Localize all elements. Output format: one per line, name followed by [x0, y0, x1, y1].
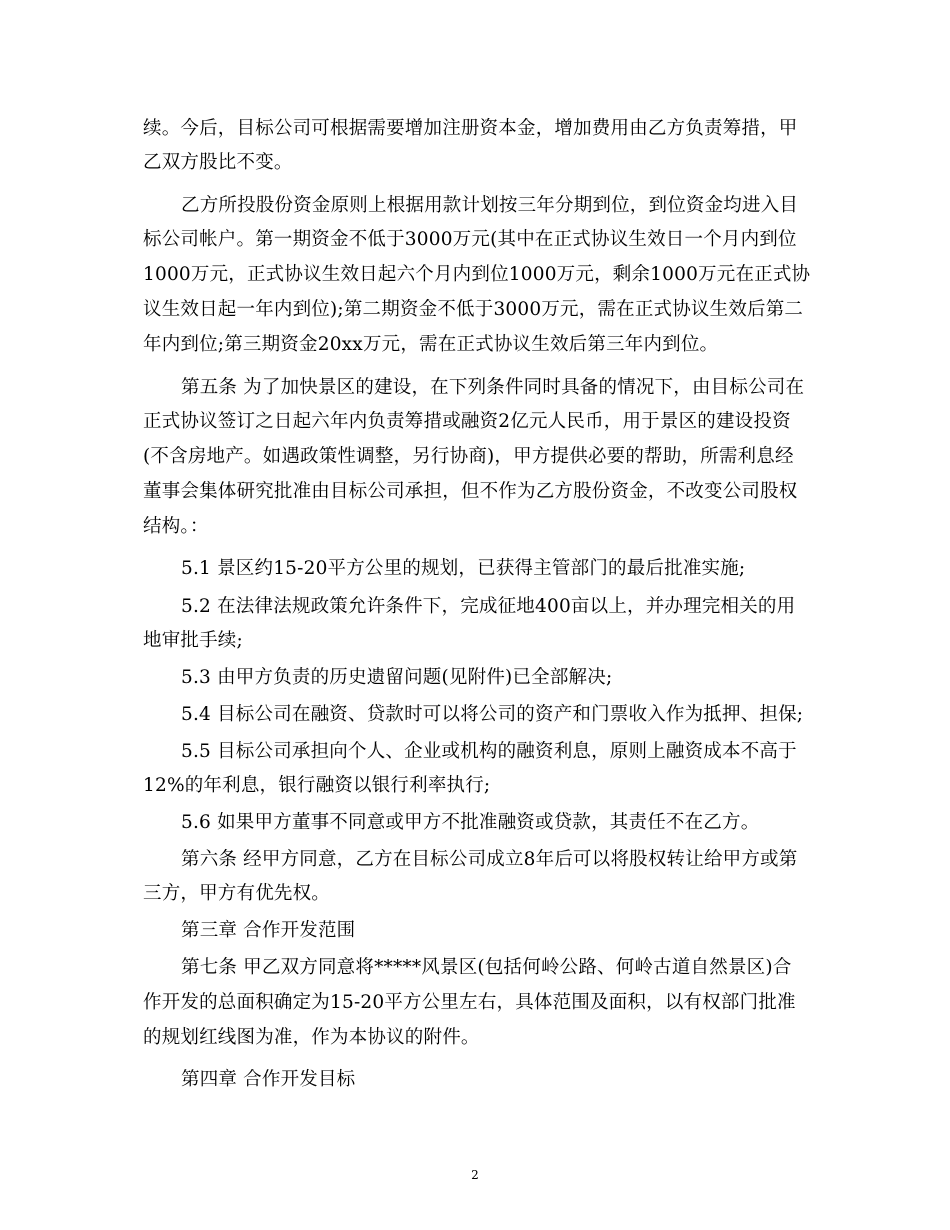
text-line: 第六条 经甲方同意，乙方在目标公司成立8年后可以将股权转让给甲方或第	[181, 849, 798, 870]
text-line: 第三章 合作开发范围	[181, 920, 356, 941]
text-line: 5.6 如果甲方董事不同意或甲方不批准融资或贷款，其责任不在乙方。	[181, 812, 760, 833]
text-line: 5.2 在法律法规政策允许条件下，完成征地400亩以上，并办理完相关的用	[181, 596, 796, 617]
page-number: 2	[471, 1168, 479, 1182]
text-line: 作开发的总面积确定为15-20平方公里左右，具体范围及面积，以有权部门批准	[143, 992, 796, 1013]
text-line: 正式协议签订之日起六年内负责筹措或融资2亿元人民币，用于景区的建设投资	[143, 411, 791, 432]
text-line: 乙方所投股份资金原则上根据用款计划按三年分期到位，到位资金均进入目	[181, 195, 799, 216]
text-line: 年内到位;第三期资金20xx万元，需在正式协议生效后第三年内到位。	[143, 334, 719, 355]
text-line: 议生效日起一年内到位);第二期资金不低于3000万元，需在正式协议生效后第二	[143, 299, 804, 320]
text-line: 5.3 由甲方负责的历史遗留问题(见附件)已全部解决;	[181, 667, 613, 688]
text-line: 三方，甲方有优先权。	[143, 883, 331, 904]
text-line: 第七条 甲乙双方同意将*****风景区(包括何岭公路、何岭古道自然景区)合	[181, 957, 792, 978]
text-line: 5.5 目标公司承担向个人、企业或机构的融资利息，原则上融资成本不高于	[181, 741, 797, 762]
text-line: 1000万元，正式协议生效日起六个月内到位1000万元，剩余1000万元在正式协	[143, 264, 811, 285]
text-line: 12%的年利息，银行融资以银行利率执行;	[143, 775, 491, 796]
text-line: 续。今后，目标公司可根据需要增加注册资本金，增加费用由乙方负责筹措，甲	[143, 118, 798, 139]
text-line: 乙双方股比不变。	[143, 152, 293, 173]
text-line: 第五条 为了加快景区的建设，在下列条件同时具备的情况下，由目标公司在	[181, 377, 805, 398]
text-line: 5.1 景区约15-20平方公里的规划，已获得主管部门的最后批准实施;	[181, 558, 746, 579]
text-line: 标公司帐户。第一期资金不低于3000万元(其中在正式协议生效日一个月内到位	[143, 229, 797, 250]
text-line: 第四章 合作开发目标	[181, 1069, 356, 1090]
text-line: 的规划红线图为准，作为本协议的附件。	[143, 1027, 480, 1048]
text-line: 5.4 目标公司在融资、贷款时可以将公司的资产和门票收入作为抵押、担保;	[181, 704, 804, 725]
text-line: 结构。：	[143, 516, 209, 537]
text-line: (不含房地产。如遇政策性调整，另行协商)，甲方提供必要的帮助，所需利息经	[143, 446, 794, 467]
text-line: 董事会集体研究批准由目标公司承担，但不作为乙方股份资金，不改变公司股权	[143, 481, 798, 502]
text-line: 地审批手续;	[143, 630, 243, 651]
